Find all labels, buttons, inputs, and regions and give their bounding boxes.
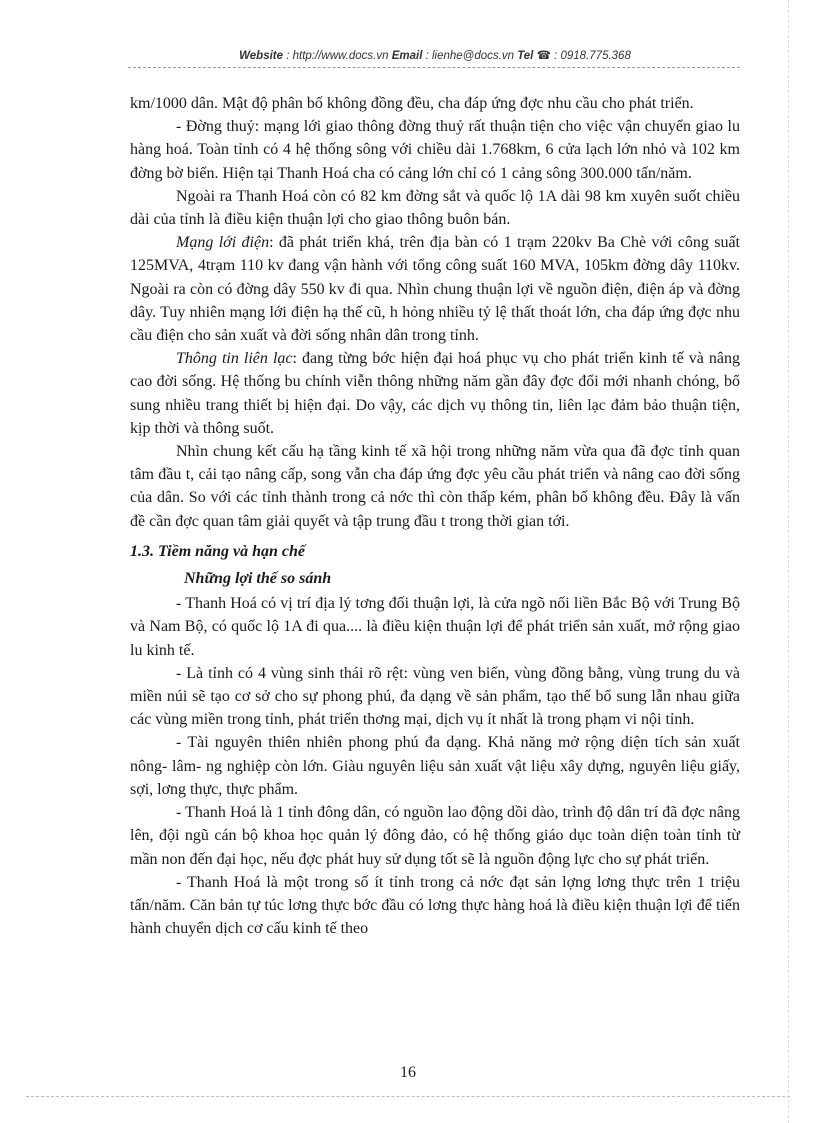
tel-value: : 0918.775.368 [554,50,631,62]
document-body [130,92,740,940]
paragraph [130,347,740,440]
italic-label: Thông tin liên lạc [176,350,293,368]
paragraph-text: : đang từng bớc hiện đại hoá phục vụ cho phát triển kinh tế và nâng cao đời sống. Hệ thống bu chính viễn thông những năm gần đây đợc đổi mới nhanh chóng, bổ sung nhiều trang thiết bị hiện đại. Do vậy, các dịch vụ thông tin, liên lạc đảm bảo thuận tiện, kịp thời và thông suốt. [130,350,741,437]
list-item: - Tài nguyên thiên nhiên phong phú đa dạng. Khả năng mở rộng diện tích sản xuất nông- lâm- ng nghiệp còn lớn. Giàu nguyên liệu sản xuất vật liệu xây dựng, nguyên liệu giấy, sợi, lơng thực, thực phẩm. [130,734,740,798]
page-header [130,48,740,62]
email-value[interactable]: : lienhe@docs.vn [425,50,514,62]
italic-label: Mạng lới điện [176,234,270,252]
paragraph: km/1000 dân. Mật độ phân bố không đồng đều, cha đáp ứng đợc nhu cầu cho phát triển. [130,95,694,112]
list-item: - Thanh Hoá là 1 tỉnh đông dân, có nguồn lao động dồi dào, trình độ dân trí đã đợc nâng lên, đội ngũ cán bộ khoa học quản lý đông đảo, có hệ thống giáo dục toàn diện toàn tỉnh từ mần non đến đại học, nếu đợc phát huy sử dụng tốt sẽ là nguồn động lực cho sự phát triển. [130,804,740,868]
paragraph [130,231,740,347]
paragraph-text: : đã phát triển khá, trên địa bàn có 1 trạm 220kv Ba Chè với công suất 125MVA, 4trạm 110 kv đang vận hành với tổng công suất 160 MVA, 105km đờng dây 110kv. Ngoài ra còn có đờng dây 550 kv đi qua. Nhìn chung thuận lợi về nguồn điện, điện áp và đờng dây. Tuy nhiên mạng lới điện hạ thế cũ, h hỏng nhiều tỷ lệ thất thoát lớn, cha đáp ứng đợc nhu cầu điện cho sản xuất và đời sống nhân dân trong tỉnh. [130,234,740,345]
paragraph: Ngoài ra Thanh Hoá còn có 82 km đờng sắt và quốc lộ 1A dài 98 km xuyên suốt chiều dài của tỉnh là điều kiện thuận lợi cho giao thông buôn bán. [130,187,740,229]
list-item: - Thanh Hoá có vị trí địa lý tơng đối thuận lợi, là cửa ngõ nối liền Bắc Bộ với Trung Bộ và Nam Bộ, có quốc lộ 1A đi qua.... là điều kiện thuận lợi để phát triển sản xuất, mở rộng giao lu kinh tế. [130,595,740,659]
tel-label: Tel ☎ [517,50,551,62]
paragraph: - Đờng thuỷ: mạng lới giao thông đờng thuỷ rất thuận tiện cho việc vận chuyển giao lu hàng hoá. Toàn tỉnh có 4 hệ thống sông với chiều dài 1.768km, 6 cửa lạch lớn nhỏ và 102 km đờng bờ biển. Hiện tại Thanh Hoá cha có cảng lớn chỉ có 1 cảng sông 300.000 tấn/năm. [130,118,740,182]
subsection-heading: Những lợi thế so sánh [184,570,332,588]
page-margin-guide [788,0,789,1123]
list-item: - Là tỉnh có 4 vùng sinh thái rõ rệt: vùng ven biển, vùng đồng bằng, vùng trung du và miền núi sẽ tạo cơ sở cho sự phong phú, đa dạng về sản phẩm, tạo thế bổ sung lẫn nhau giữa các vùng miền trong tỉnh, phát triển thơng mại, dịch vụ ít nhất là trong phạm vi nội tỉnh. [130,664,740,729]
paragraph: Nhìn chung kết cấu hạ tầng kinh tế xã hội trong những năm vừa qua đã đợc tỉnh quan tâm đầu t, cải tạo nâng cấp, song vẫn cha đáp ứng đợc yêu cầu phát triển và nâng cao đời sống của dân. So với các tỉnh thành trong cả nớc thì còn thấp kém, phân bố không đều. Đây là vấn đề cần đợc quan tâm giải quyết và tập trung đầu t trong thời gian tới. [130,443,740,530]
list-item: - Thanh Hoá là một trong số ít tỉnh trong cả nớc đạt sản lợng lơng thực trên 1 triệu tấn/năm. Căn bản tự túc lơng thực bớc đầu có lơng thực hàng hoá là điều kiện thuận lợi để tiến hành chuyển dịch cơ cấu kinh tế theo [130,873,740,938]
website-url[interactable]: : http://www.docs.vn [286,50,389,62]
header-divider [128,67,740,68]
footer-divider [26,1096,790,1097]
website-label: Website [239,50,284,62]
page-number: 16 [400,1064,416,1081]
email-label: Email [391,50,423,62]
section-heading: 1.3. Tiềm năng và hạn chế [130,542,305,560]
